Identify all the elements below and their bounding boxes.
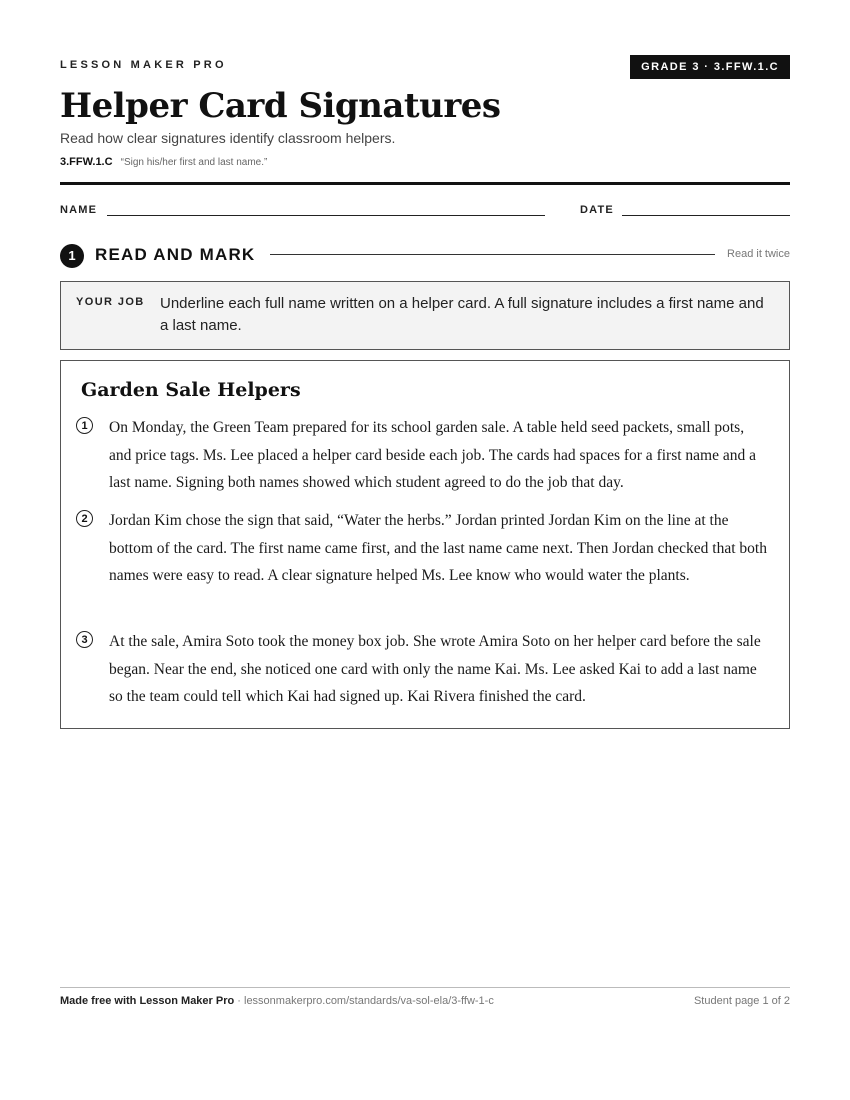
- footer-separator: ·: [234, 995, 244, 1007]
- instructions-text: Underline each full name written on a helper card. A full signature includes a first name and a last name.: [160, 295, 764, 334]
- instructions-label: YOUR JOB: [76, 296, 145, 308]
- paragraph-text[interactable]: On Monday, the Green Team prepared for its school garden sale. A table held seed packets, small pots, and price tags. Ms. Lee placed a helper card beside each job. The cards had spaces for a first name and a last name. Signing both names showed which student agreed to do the job that day.: [109, 419, 756, 491]
- date-field[interactable]: [622, 215, 790, 216]
- page-title: Helper Card Signatures: [60, 86, 501, 126]
- paragraph-number: 1: [76, 417, 93, 434]
- grade-badge: GRADE 3 · 3.FFW.1.C: [630, 55, 790, 79]
- reading-passage: [60, 360, 790, 729]
- student-fields: [60, 203, 790, 223]
- footer-divider: [60, 987, 790, 988]
- brand-name: LESSON MAKER PRO: [60, 59, 227, 71]
- paragraph-number: 2: [76, 510, 93, 527]
- top-bar: [60, 55, 790, 79]
- standard-code: 3.FFW.1.C: [60, 156, 113, 168]
- footer-url[interactable]: lessonmakerpro.com/standards/va-sol-ela/3-ffw-1-c: [244, 995, 494, 1007]
- page-subtitle: Read how clear signatures identify classroom helpers.: [60, 130, 396, 146]
- section-hint: Read it twice: [727, 248, 790, 260]
- name-label: NAME: [60, 204, 98, 216]
- section-header: [60, 242, 790, 266]
- standard-quote: “Sign his/her first and last name.”: [120, 157, 268, 168]
- paragraph-text[interactable]: At the sale, Amira Soto took the money box job. She wrote Amira Soto on her helper card before the sale began. Near the end, she noticed one card with only the name Kai. Ms. Lee asked Kai to add a last name so the team could tell which Kai had signed up. Kai Rivera finished the card.: [109, 633, 761, 705]
- date-label: DATE: [580, 204, 614, 216]
- standard-line: [60, 156, 267, 168]
- paragraph-number: 3: [76, 631, 93, 648]
- section-title: READ AND MARK: [95, 245, 256, 264]
- paragraph-text[interactable]: Jordan Kim chose the sign that said, “Water the herbs.” Jordan printed Jordan Kim on the line at the bottom of the card. The first name came first, and the last name came next. Then Jordan checked that both names were easy to read. A clear signature helped Ms. Lee know who would water the plants.: [109, 512, 767, 584]
- name-field[interactable]: [107, 215, 545, 216]
- section-divider: [270, 254, 715, 255]
- footer-made-with: Made free with Lesson Maker Pro: [60, 995, 235, 1007]
- step-number-badge: 1: [60, 244, 84, 268]
- passage-title: Garden Sale Helpers: [81, 379, 301, 401]
- page-number: Student page 1 of 2: [693, 995, 790, 1007]
- header-divider: [60, 182, 790, 185]
- instructions-box: [60, 281, 790, 350]
- page-footer: [60, 995, 790, 1007]
